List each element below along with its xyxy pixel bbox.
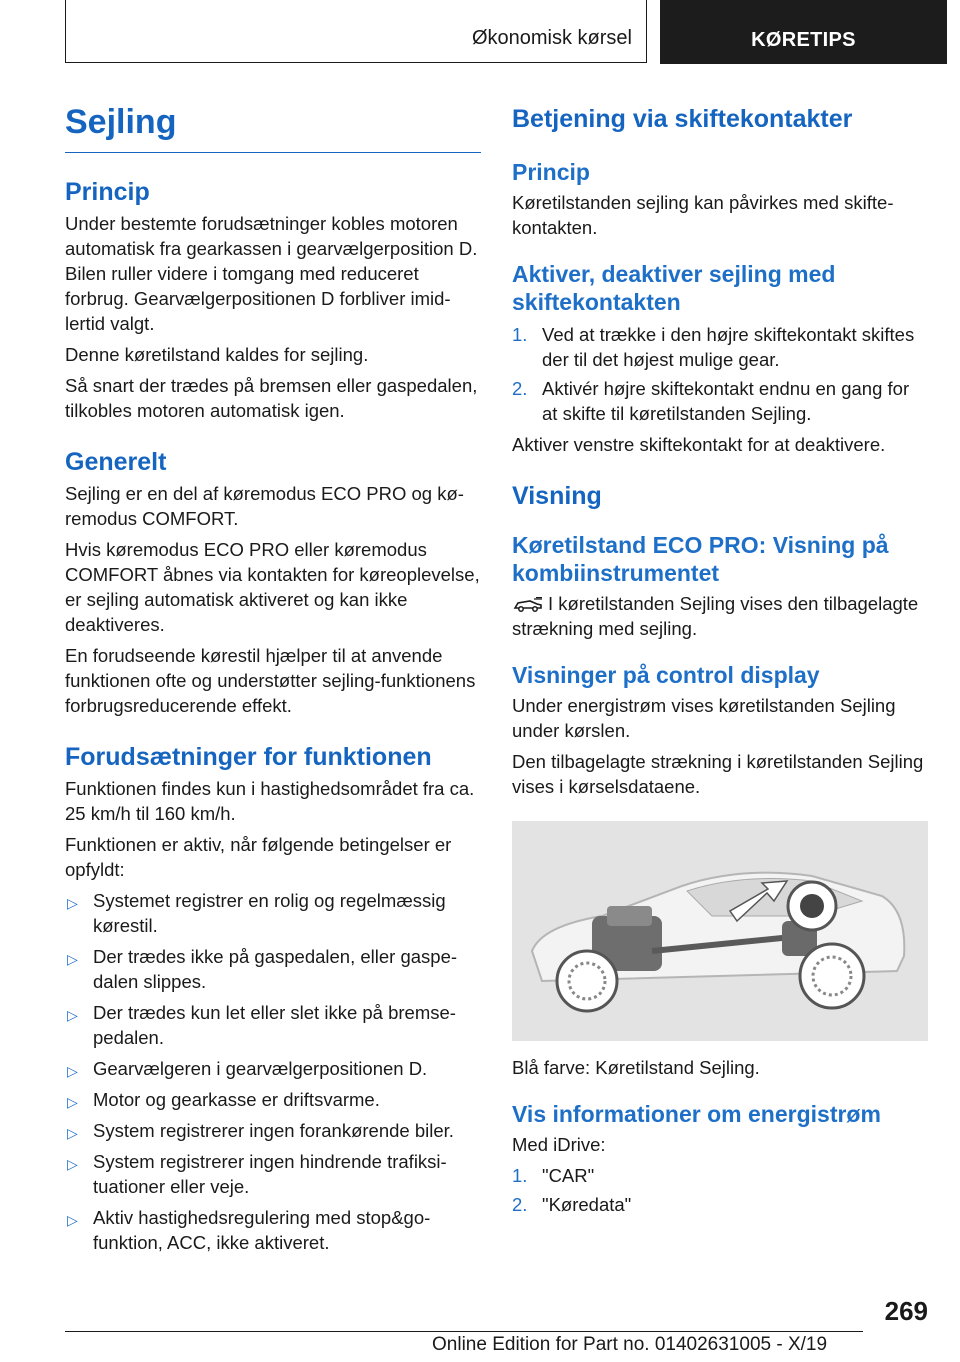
forudsaetninger-heading: Forudsætninger for funktionen — [65, 743, 432, 771]
control-display-heading: Visninger på control display — [512, 662, 820, 688]
generelt-text-2: Hvis køremodus ECO PRO eller køremodus COMFORT åbnes via kontakten for køreoplevelse, er sejling automatisk aktiveret og kan ikke deaktiveres. — [65, 539, 480, 635]
list-item: ▷ Der trædes ikke på gaspedalen, eller gaspedalen slippes. — [67, 946, 458, 992]
princip-right-text: Køretilstanden sejling kan påvirkes med skiftekontakten. — [512, 192, 894, 238]
chapter-tab: KØRETIPS — [660, 0, 947, 64]
right-column — [512, 100, 928, 1217]
list-item: ▷ System registrerer ingen forankørende biler. — [65, 1118, 481, 1143]
footer-edition: Online Edition for Part no. 01402631005 - X/19 — [432, 1334, 828, 1355]
princip-heading: Princip — [65, 178, 150, 206]
list-item: ▷ System registrerer ingen hindrende trafiksituationer eller veje. — [67, 1151, 447, 1197]
eco-pro-heading: Køretilstand ECO PRO: Visning på kombiinstrumentet — [512, 532, 889, 586]
triangle-bullet-icon: ▷ — [67, 951, 78, 967]
page-header — [65, 0, 947, 64]
coasting-car-icon — [512, 597, 544, 613]
triangle-bullet-icon: ▷ — [67, 1212, 78, 1228]
list-item: ▷ Motor og gearkasse er driftsvarme. — [65, 1087, 481, 1112]
list-item: ▷ Der trædes kun let eller slet ikke på bremsepedalen. — [67, 1002, 456, 1048]
footer-divider — [65, 1331, 863, 1332]
eco-pro-text: I køretilstanden Sejling vises den tilbagelagte strækning med sejling. — [512, 593, 919, 639]
triangle-bullet-icon: ▷ — [67, 1063, 78, 1079]
princip-text-3: Så snart der trædes på bremsen eller gaspedalen, tilkobles motoren automatisk igen. — [65, 375, 478, 421]
list-item: ▷ Aktiv hastighedsregulering med stop&go-funktion, ACC, ikke aktiveret. — [67, 1207, 431, 1253]
page-title: Sejling — [65, 100, 481, 153]
list-item: 1. Ved at trække i den højre skiftekontakt skiftes der til det højest mulige gear. — [512, 324, 915, 370]
list-item: ▷ Systemet registrer en rolig og regelmæssig kørestil. — [67, 890, 446, 936]
control-display-text-2: Den tilbagelagte strækning i køretilstanden Sejling vises i kørselsdataene. — [512, 751, 924, 797]
generelt-text-3: En forudseende kørestil hjælper til at anvende funktionen ofte og understøtter sejling-funktionens forbrugsreducerende effekt. — [65, 645, 476, 716]
aktiver-heading: Aktiver, deaktiver sejling med skiftekontakten — [512, 261, 836, 315]
left-column — [65, 100, 481, 1255]
princip-text: Under bestemte forudsætninger kobles motoren automatisk fra gearkassen i gearvælgerposition D. Bilen ruller videre i tomgang med reduceret forbrug. Gearvælgerpositionen D forbliver imidlertid valgt. — [65, 213, 478, 334]
triangle-bullet-icon: ▷ — [67, 1156, 78, 1172]
page-number: 269 — [884, 1296, 928, 1326]
princip-subheading: Princip — [512, 159, 590, 185]
section-title: Økonomisk kørsel — [65, 0, 647, 63]
forudsaetninger-text-2: Funktionen er aktiv, når følgende betingelser er opfyldt: — [65, 834, 452, 880]
control-display-text: Under energistrøm vises køretilstanden Sejling under kørslen. — [512, 695, 896, 741]
triangle-bullet-icon: ▷ — [67, 1007, 78, 1023]
triangle-bullet-icon: ▷ — [67, 895, 78, 911]
betjening-heading: Betjening via skiftekontakter — [512, 105, 853, 133]
visning-heading: Visning — [512, 482, 602, 510]
aktiver-text: Aktiver venstre skiftekontakt for at deaktivere. — [512, 434, 886, 455]
aktiver-steps — [512, 322, 928, 426]
energy-flow-heading: Vis informationer om energistrøm — [512, 1101, 881, 1127]
idrive-steps — [512, 1163, 928, 1217]
list-item: 2. "Køredata" — [512, 1194, 632, 1215]
generelt-text: Sejling er en del af køremodus ECO PRO og køremodus COMFORT. — [65, 483, 464, 529]
list-item: ▷ Gearvælgeren i gearvælgerpositionen D. — [65, 1056, 481, 1081]
list-item: 1. "CAR" — [512, 1165, 595, 1186]
figure-caption: Blå farve: Køretilstand Sejling. — [512, 1057, 760, 1078]
generelt-heading: Generelt — [65, 448, 167, 476]
conditions-list — [65, 888, 481, 1255]
list-item: 2. Aktivér højre skiftekontakt endnu en gang for at skifte til køretilstanden Sejling. — [512, 378, 910, 424]
forudsaetninger-text: Funktionen findes kun i hastighedsområdet fra ca. 25 km/h til 160 km/h. — [65, 778, 475, 824]
triangle-bullet-icon: ▷ — [67, 1125, 78, 1141]
drivetrain-figure — [512, 821, 928, 1041]
car-drivetrain-illustration — [512, 821, 928, 1041]
princip-text-2: Denne køretilstand kaldes for sejling. — [65, 344, 369, 365]
idrive-text: Med iDrive: — [512, 1134, 606, 1155]
triangle-bullet-icon: ▷ — [67, 1094, 78, 1110]
